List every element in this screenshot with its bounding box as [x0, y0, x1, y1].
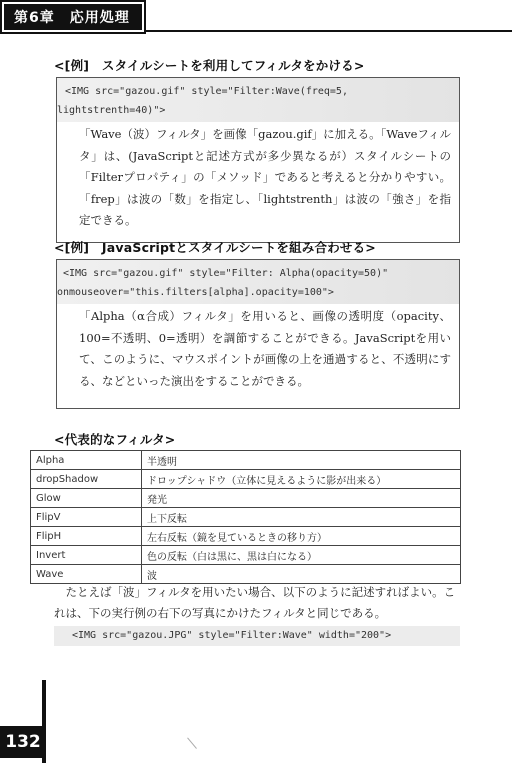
- filters-table: [30, 450, 461, 584]
- filter-desc: 波: [142, 565, 461, 584]
- table-row: [31, 508, 461, 527]
- table-row: [31, 527, 461, 546]
- example2-code: [57, 260, 459, 304]
- table-row: [31, 546, 461, 565]
- code-line: onmouseover="this.filters[alpha].opacity=100">: [57, 287, 334, 298]
- filter-desc: 半透明: [142, 451, 461, 470]
- example2-heading: <[例] JavaScriptとスタイルシートを組み合わせる>: [54, 240, 376, 255]
- filter-name: dropShadow: [31, 470, 142, 489]
- filter-desc: 左右反転（鏡を見ているときの移り方）: [142, 527, 461, 546]
- filter-name: FlipV: [31, 508, 142, 527]
- filter-desc: 色の反転（白は黒に、黒は白になる）: [142, 546, 461, 565]
- chapter-tab: [0, 0, 146, 34]
- example1-heading: <[例] スタイルシートを利用してフィルタをかける>: [54, 58, 365, 73]
- filter-desc: ドロップシャドウ（立体に見えるように影が出来る）: [142, 470, 461, 489]
- closing-text: たとえば「波」フィルタを用いたい場合、以下のように記述すればよい。これは、下の実行例の右下の写真にかけたフィルタと同じである。: [54, 585, 456, 620]
- chapter-title: 第6章 応用処理: [14, 10, 130, 26]
- filter-name: Wave: [31, 565, 142, 584]
- table-row: [31, 565, 461, 584]
- table-row: [31, 489, 461, 508]
- code-line: <IMG src="gazou.gif" style="Filter: Alpha(opacity=50)": [63, 268, 389, 279]
- example2-paragraph: 「Alpha（α合成）フィルタ」を用いると、画像の透明度（opacity、100=不透明、0=透明）を調節することができる。JavaScriptを用いて、このように、マウスポイントが画像の上を通過すると、不透明にする、などといった演出をすることができる。: [79, 309, 451, 388]
- header-rule: [146, 30, 512, 32]
- stray-mark: [187, 729, 207, 749]
- example1-code: [57, 78, 459, 122]
- closing-code: <IMG src="gazou.JPG" style="Filter:Wave" width="200">: [54, 626, 460, 646]
- filter-desc: 上下反転: [142, 508, 461, 527]
- table-row: [31, 470, 461, 489]
- filter-name: FlipH: [31, 527, 142, 546]
- code-line: <IMG src="gazou.gif" style="Filter:Wave(freq=5,: [65, 86, 348, 97]
- filters-heading: <代表的なフィルタ>: [54, 432, 176, 447]
- example2-box: [56, 259, 460, 409]
- code-line: lightstrenth=40)">: [57, 105, 166, 116]
- example1-box: [56, 77, 460, 243]
- filter-name: Alpha: [31, 451, 142, 470]
- page-number: 132: [5, 732, 41, 752]
- page-number-tab: [0, 726, 46, 758]
- table-row: [31, 451, 461, 470]
- filter-name: Invert: [31, 546, 142, 565]
- filter-name: Glow: [31, 489, 142, 508]
- example1-paragraph: 「Wave（波）フィルタ」を画像「gazou.gif」に加える。「Waveフィルタ」は、(JavaScriptと記述方式が多少異なるが）スタイルシートの「Filterプロパティ」の「メソッド」であると考えると分かりやすい。「frep」は波の「数」を指定し、「lightstrenth」は波の「強さ」を指定できる。: [79, 127, 451, 227]
- filter-desc: 発光: [142, 489, 461, 508]
